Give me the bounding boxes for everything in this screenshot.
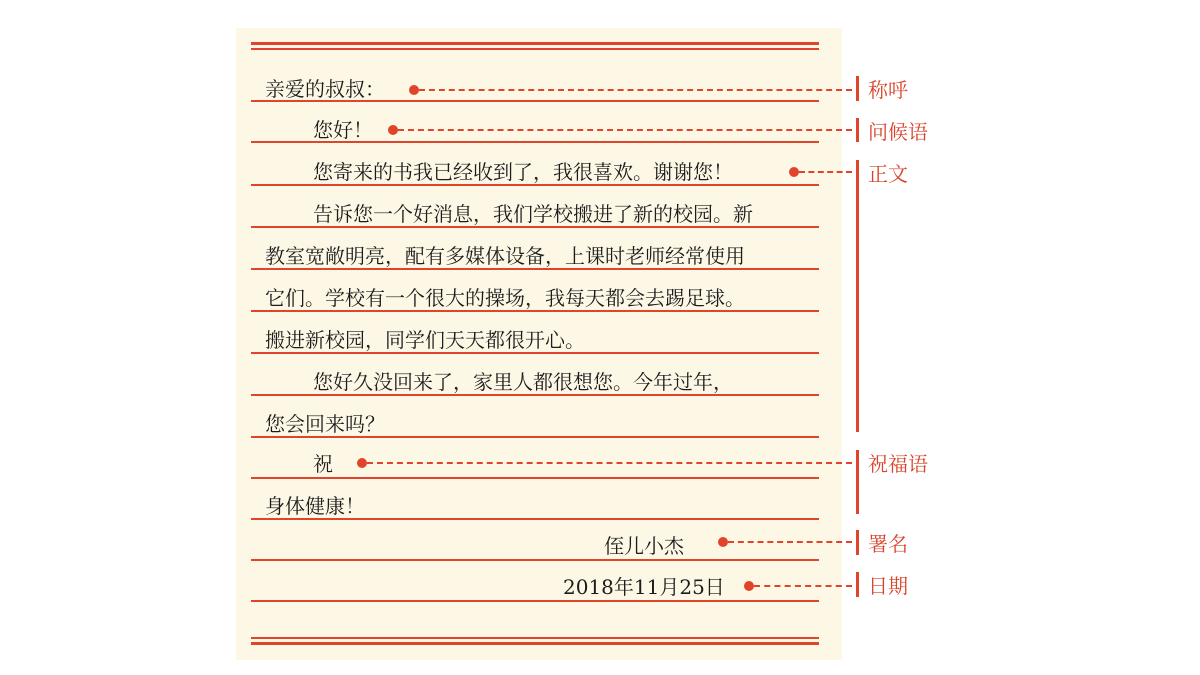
signature-leader-line	[728, 541, 852, 543]
blessing-leader-line	[367, 462, 852, 464]
ruled-line	[251, 310, 819, 312]
top-rule	[251, 42, 819, 45]
letter-body-line: 教室宽敞明亮，配有多媒体设备，上课时老师经常使用	[265, 244, 745, 268]
bottom-rule	[251, 642, 819, 645]
letter-signature: 侄儿小杰	[604, 534, 684, 558]
top-rule-thin	[251, 48, 819, 50]
greeting-leader-line	[398, 129, 852, 131]
body-label: 正文	[868, 162, 908, 186]
letter-body-line: 您好久没回来了，家里人都很想您。今年过年，	[313, 370, 733, 394]
greeting-label: 问候语	[868, 120, 928, 144]
date-leader-line	[754, 585, 852, 587]
ruled-line	[251, 352, 819, 354]
letter-body-line: 您寄来的书我已经收到了，我很喜欢。谢谢您！	[313, 160, 733, 184]
greeting-bracket	[856, 118, 859, 142]
letter-date: 2018年11月25日	[563, 575, 725, 599]
letter-salutation: 您好！	[313, 118, 373, 142]
signature-marker-dot	[718, 537, 728, 547]
letter-body-line: 告诉您一个好消息，我们学校搬进了新的校园。新	[313, 202, 753, 226]
signature-bracket	[856, 530, 859, 555]
letter-blessing-line1: 祝	[313, 452, 333, 476]
signature-label: 署名	[868, 532, 908, 556]
letter-body-line: 您会回来吗？	[265, 412, 385, 436]
address-marker-dot	[409, 85, 419, 95]
letter-address: 亲爱的叔叔：	[265, 77, 385, 101]
blessing-bracket	[856, 450, 859, 514]
date-marker-dot	[744, 581, 754, 591]
address-label: 称呼	[868, 78, 908, 102]
ruled-line	[251, 268, 819, 270]
ruled-line	[251, 518, 819, 520]
date-label: 日期	[868, 574, 908, 598]
address-leader-line	[419, 89, 852, 91]
date-bracket	[856, 572, 859, 597]
ruled-line	[251, 436, 819, 438]
ruled-line	[251, 226, 819, 228]
ruled-line	[251, 559, 819, 561]
letter-body-line: 它们。学校有一个很大的操场，我每天都会去踢足球。	[265, 286, 745, 310]
ruled-line	[251, 394, 819, 396]
ruled-line	[251, 477, 819, 479]
address-bracket	[856, 76, 859, 101]
blessing-label: 祝福语	[868, 452, 928, 476]
letter-body-line: 搬进新校园，同学们天天都很开心。	[265, 328, 585, 352]
blessing-marker-dot	[357, 458, 367, 468]
ruled-line	[251, 600, 819, 602]
greeting-marker-dot	[388, 125, 398, 135]
body-marker-dot	[789, 167, 799, 177]
body-bracket	[856, 160, 859, 432]
letter-blessing-line2: 身体健康！	[265, 494, 365, 518]
bottom-rule-thin	[251, 637, 819, 639]
ruled-line	[251, 184, 819, 186]
body-leader-line	[799, 171, 852, 173]
